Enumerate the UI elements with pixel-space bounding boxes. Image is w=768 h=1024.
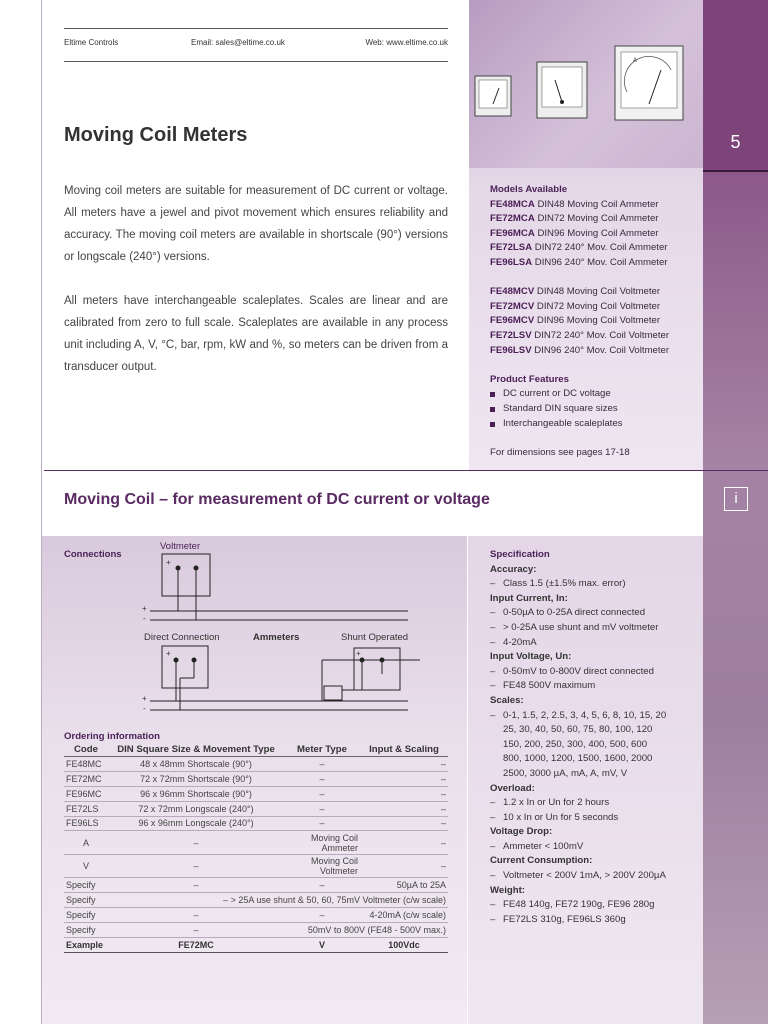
section-divider — [44, 470, 768, 471]
spec-item: – > 0-25A use shunt and mV voltmeter — [490, 621, 700, 636]
table-cell: – — [108, 878, 284, 893]
direct-connection-label: Direct Connection — [144, 632, 220, 643]
spec-item: – Ammeter < 100mV — [490, 840, 700, 855]
info-icon: i — [724, 487, 748, 511]
model-row — [490, 256, 700, 271]
table-cell: – — [360, 854, 448, 877]
spec-item: – FE48 500V maximum — [490, 679, 700, 694]
table-cell: V — [284, 937, 360, 952]
example-row — [64, 937, 448, 952]
table-cell: Moving Coil Ammeter — [284, 831, 360, 854]
table-cell: FE72MC — [108, 937, 284, 952]
table-cell: 50mV to 800V (FE48 - 500V max.) — [284, 922, 448, 937]
table-cell: Moving Coil Voltmeter — [284, 854, 360, 877]
model-description: DIN48 Moving Coil Voltmeter — [536, 286, 661, 298]
table-cell: V — [64, 854, 108, 877]
spec-item: 2500, 3000 µA, mA, A, mV, V — [503, 767, 628, 779]
ammeters-label: Ammeters — [253, 632, 300, 643]
table-cell: 48 x 48mm Shortscale (90°) — [108, 757, 284, 772]
table-cell: – > 25A use shunt & 50, 60, 75mV Voltmeter (c/w scale) — [108, 893, 448, 908]
scales-label: Scales: — [490, 694, 524, 706]
table-row — [64, 878, 448, 893]
model-code: FE96LSV — [490, 344, 532, 356]
table-cell: – — [284, 907, 360, 922]
table-cell: 96 x 96mm Longscale (240°) — [108, 816, 284, 831]
table-cell: Example — [64, 937, 108, 952]
model-row — [490, 344, 700, 359]
table-cell: 72 x 72mm Longscale (240°) — [108, 801, 284, 816]
email-link[interactable]: Email: sales@eltime.co.uk — [191, 38, 285, 47]
model-row — [490, 314, 700, 329]
intro-paragraph: All meters have interchangeable scaleplates. Scales are linear and are calibrated from zero to full scale. Scaleplates are available in any process unit including A, V, °C, bar, rpm, kW and %, so meters can be driven from a transducer output. — [64, 295, 448, 373]
model-code: FE48MCV — [490, 286, 535, 298]
spec-item: – FE72LS 310g, FE96LS 360g — [490, 913, 700, 928]
strip-divider — [703, 170, 768, 172]
features-heading: Product Features — [490, 373, 569, 385]
dimensions-note: For dimensions see pages 17-18 — [490, 446, 630, 458]
model-row — [490, 241, 700, 256]
spec-item: – 0-50mV to 0-800V direct connected — [490, 665, 700, 680]
header-bar — [64, 28, 448, 62]
spec-item: – 0-1, 1.5, 2, 2.5, 3, 4, 5, 6, 8, 10, 15, 20 — [490, 709, 700, 724]
table-row — [64, 801, 448, 816]
model-description: DIN96 240° Mov. Coil Voltmeter — [534, 344, 670, 356]
table-cell: FE96MC — [64, 786, 108, 801]
meters-illustration — [469, 0, 703, 168]
table-cell: 96 x 96mm Shortscale (90°) — [108, 786, 284, 801]
spec-item: – 4-20mA — [490, 636, 700, 651]
model-code: FE72MCV — [490, 300, 535, 312]
minus-symbol: - — [143, 614, 146, 623]
intro-text — [64, 180, 448, 400]
page-title: Moving Coil Meters — [64, 124, 248, 146]
model-description: DIN48 Moving Coil Ammeter — [537, 198, 659, 210]
minus-symbol: - — [143, 704, 146, 713]
column-header: Code — [64, 743, 108, 757]
model-row — [490, 329, 700, 344]
feature-item: DC current or DC voltage — [490, 387, 700, 402]
model-code: FE96MCA — [490, 227, 535, 239]
weight-label: Weight: — [490, 884, 525, 896]
table-cell: – — [108, 854, 284, 877]
input-voltage-label: Input Voltage, Un: — [490, 651, 572, 663]
table-cell: Specify — [64, 907, 108, 922]
table-cell: FE48MC — [64, 757, 108, 772]
model-description: DIN96 Moving Coil Ammeter — [537, 227, 659, 239]
model-description: DIN96 240° Mov. Coil Ammeter — [534, 256, 668, 268]
specification-list — [490, 548, 700, 927]
spec-item: – 10 x In or Un for 5 seconds — [490, 811, 700, 826]
table-cell: – — [284, 786, 360, 801]
table-row — [64, 922, 448, 937]
column-header: DIN Square Size & Movement Type — [108, 743, 284, 757]
table-cell: – — [108, 831, 284, 854]
connections-heading: Connections — [64, 549, 122, 560]
feature-item: Interchangeable scaleplates — [490, 417, 700, 432]
model-code: FE72MCA — [490, 213, 535, 225]
spec-item: – Class 1.5 (±1.5% max. error) — [490, 577, 700, 592]
large-meter-image — [615, 46, 683, 120]
table-cell: – — [284, 771, 360, 786]
small-meter-image — [475, 76, 511, 116]
plus-symbol: + — [142, 694, 147, 703]
table-cell: – — [284, 878, 360, 893]
table-row — [64, 854, 448, 877]
table-cell: – — [108, 907, 284, 922]
table-row — [64, 907, 448, 922]
specification-heading: Specification — [490, 549, 550, 560]
voltage-drop-label: Voltage Drop: — [490, 826, 553, 838]
table-row — [64, 771, 448, 786]
consumption-label: Current Consumption: — [490, 855, 593, 867]
plus-symbol: + — [166, 558, 171, 567]
table-cell: – — [360, 757, 448, 772]
connections-diagram — [130, 540, 420, 720]
model-description: DIN72 240° Mov. Coil Voltmeter — [534, 329, 670, 341]
table-cell: Specify — [64, 893, 108, 908]
spec-item: – Voltmeter < 200V 1mA, > 200V 200µA — [490, 869, 700, 884]
table-cell: – — [284, 801, 360, 816]
model-description: DIN72 Moving Coil Ammeter — [537, 213, 659, 225]
ordering-table — [64, 743, 448, 953]
plus-symbol: + — [166, 649, 171, 658]
column-header: Meter Type — [284, 743, 360, 757]
table-cell: 100Vdc — [360, 937, 448, 952]
plus-symbol: + — [356, 649, 361, 658]
plus-symbol: + — [142, 604, 147, 613]
ordering-heading: Ordering information — [64, 731, 160, 742]
table-cell: FE96LS — [64, 816, 108, 831]
model-code: FE96LSA — [490, 256, 533, 268]
model-description: DIN72 Moving Coil Voltmeter — [536, 300, 661, 312]
table-cell: – — [360, 831, 448, 854]
table-cell: Specify — [64, 922, 108, 937]
spec-item: – 1.2 x In or Un for 2 hours — [490, 796, 700, 811]
meters-photo — [469, 0, 703, 168]
table-row — [64, 757, 448, 772]
svg-text:A: A — [633, 58, 638, 64]
table-row — [64, 816, 448, 831]
table-row — [64, 831, 448, 854]
section-title: Moving Coil – for measurement of DC current or voltage — [64, 491, 490, 508]
table-cell: 72 x 72mm Shortscale (90°) — [108, 771, 284, 786]
table-cell: 50µA to 25A — [360, 878, 448, 893]
table-cell: A — [64, 831, 108, 854]
model-row — [490, 198, 700, 213]
models-heading: Models Available — [490, 184, 568, 195]
voltmeter-label: Voltmeter — [160, 541, 201, 552]
spec-item: – 0-50µA to 0-25A direct connected — [490, 606, 700, 621]
shunt-operated-label: Shunt Operated — [341, 632, 409, 643]
input-current-label: Input Current, In: — [490, 592, 568, 604]
feature-item: Standard DIN square sizes — [490, 402, 700, 417]
table-cell: 4-20mA (c/w scale) — [360, 907, 448, 922]
medium-meter-image — [537, 62, 587, 118]
table-header-row — [64, 743, 448, 757]
model-code: FE72LSV — [490, 329, 532, 341]
model-code: FE96MCV — [490, 315, 535, 327]
model-row — [490, 300, 700, 315]
model-code: FE72LSA — [490, 242, 533, 254]
table-cell: FE72LS — [64, 801, 108, 816]
model-row — [490, 227, 700, 242]
features-list — [490, 387, 700, 431]
spec-item: – FE48 140g, FE72 190g, FE96 280g — [490, 898, 700, 913]
column-header: Input & Scaling — [360, 743, 448, 757]
spec-item: 150, 200, 250, 300, 400, 500, 600 — [503, 738, 648, 750]
table-cell: – — [108, 922, 284, 937]
overload-label: Overload: — [490, 782, 535, 794]
web-link[interactable]: Web: www.eltime.co.uk — [365, 38, 448, 47]
table-cell: – — [360, 801, 448, 816]
spec-item: 25, 30, 40, 50, 60, 75, 80, 100, 120 — [503, 724, 653, 736]
model-code: FE48MCA — [490, 198, 535, 210]
model-row — [490, 285, 700, 300]
table-cell: FE72MC — [64, 771, 108, 786]
table-cell: – — [284, 816, 360, 831]
models-list — [490, 183, 700, 460]
page-number: 5 — [730, 132, 741, 152]
table-cell: – — [284, 757, 360, 772]
table-cell: – — [360, 786, 448, 801]
model-description: DIN72 240° Mov. Coil Ammeter — [534, 242, 668, 254]
spec-item: 800, 1000, 1200, 1500, 1600, 2000 — [503, 753, 653, 765]
company-name: Eltime Controls — [64, 38, 119, 47]
table-row — [64, 893, 448, 908]
table-cell: – — [360, 771, 448, 786]
table-cell: Specify — [64, 878, 108, 893]
model-row — [490, 212, 700, 227]
table-cell: – — [360, 816, 448, 831]
intro-paragraph: Moving coil meters are suitable for measurement of DC current or voltage. All meters have a jewel and pivot movement which ensures reliability and accuracy. The moving coil meters are available in shortscale (90°) versions or longscale (240°) versions. — [64, 185, 448, 263]
model-description: DIN96 Moving Coil Voltmeter — [536, 315, 661, 327]
table-row — [64, 786, 448, 801]
accuracy-label: Accuracy: — [490, 563, 537, 575]
